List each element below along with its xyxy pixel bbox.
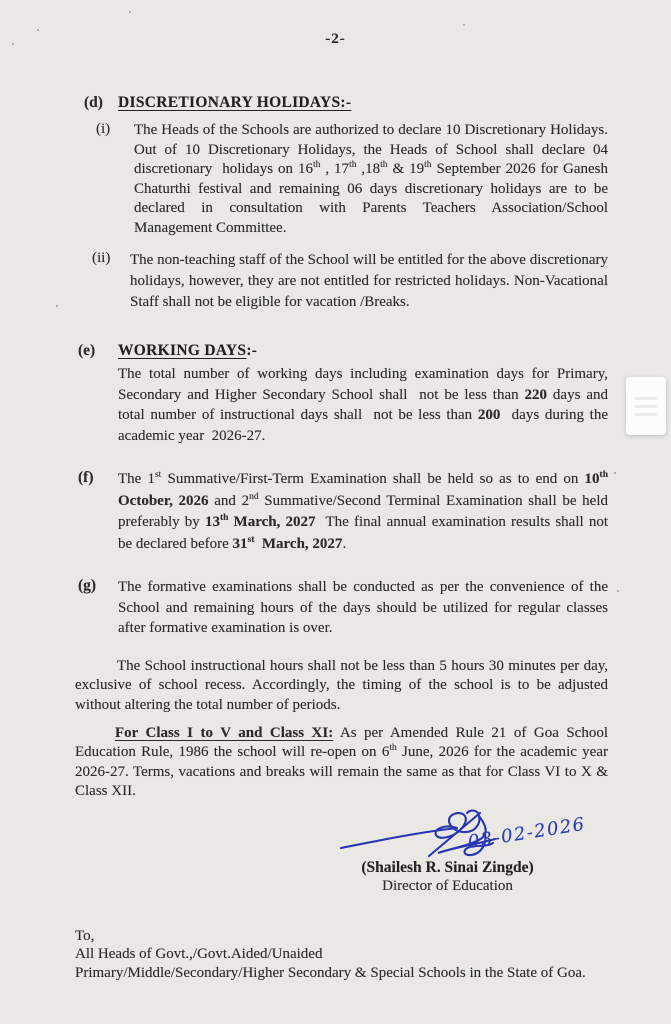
scan-speck	[463, 24, 465, 26]
text-segment: days during the academic year 2026-27.	[118, 407, 608, 444]
clause-d-ii-label: (ii)	[92, 250, 111, 266]
section-e-content	[118, 342, 608, 446]
scan-speck	[617, 590, 619, 592]
text-segment: September 2026 for Ganesh Chaturthi festival and remaining 06 days discretionary holidays are to be declared in consultation with Parents Teachers Association/School Management Committee.	[134, 161, 609, 236]
instructional-hours-paragraph: The School instructional hours shall not be less than 5 hours 30 minutes per day, exclusive of school recess. Accordingly, the timing of the school is to be adjusted without altering the total number of periods.	[75, 658, 608, 713]
section-e-heading-suffix: :-	[246, 342, 258, 359]
text-segment: and 2	[208, 492, 250, 509]
menu-lines-icon	[635, 413, 657, 416]
signatory-name: (Shailesh R. Sinai Zingde)	[361, 859, 534, 876]
menu-lines-icon	[635, 397, 657, 400]
signatory-block	[335, 858, 560, 896]
addressee-line2: Primary/Middle/Secondary/Higher Secondary & Special Schools in the State of Goa.	[75, 964, 586, 981]
text-segment: ,18	[356, 161, 381, 177]
bold-date: 13	[204, 514, 220, 530]
section-e-text	[118, 364, 608, 446]
ordinal-suffix: nd	[249, 491, 259, 502]
text-segment: The Heads of the Schools are authorized to declare 10 Discretionary Holidays. Out of 10 Discretionary Holidays, the Heads of School shall declare 04 discretionary holidays on 16	[134, 122, 608, 177]
ordinal-suffix: st	[154, 470, 162, 480]
floating-widget[interactable]	[626, 377, 666, 435]
section-e-heading	[118, 342, 608, 360]
scan-speck	[614, 472, 616, 474]
section-d-label: (d)	[84, 94, 103, 111]
text-segment: days and total number of instructional days shall not be less than	[118, 386, 608, 423]
bold-date: 31	[232, 535, 248, 552]
ordinal-suffix: th	[312, 160, 321, 170]
section-f-text	[118, 469, 608, 555]
text-segment: Summative/First-Term Examination shall be held so as to end on	[161, 471, 585, 487]
clause-d-i-text	[134, 121, 608, 238]
addressee-block	[75, 927, 615, 982]
bold-number: 220	[524, 386, 548, 403]
section-f-label: (f)	[78, 469, 94, 486]
text-segment: .	[342, 535, 347, 552]
scan-speck	[56, 305, 58, 307]
clause-d-i	[96, 121, 608, 238]
ordinal-suffix: th	[599, 470, 608, 480]
text-segment: The total number of working days including examination days for Primary, Secondary and Higher Secondary School shall not be less than	[118, 366, 608, 403]
ordinal-suffix: th	[349, 160, 357, 170]
text-segment: June, 2026 for the academic year 2026-27. Terms, vacations and breaks will remain the same as that for Class VI to X & Class XII.	[75, 744, 608, 799]
signature-date: 03-02-2026	[466, 813, 588, 853]
ordinal-suffix: th	[424, 160, 432, 170]
handwritten-signature	[333, 802, 618, 864]
text-segment: , 17	[320, 161, 350, 177]
section-d-heading: DISCRETIONARY HOLIDAYS:-	[118, 94, 352, 111]
ordinal-suffix: st	[247, 534, 255, 545]
bold-date: March, 2027	[254, 535, 343, 552]
section-e-label: (e)	[78, 342, 96, 359]
class-reopening-paragraph	[75, 724, 608, 801]
scan-speck	[129, 11, 131, 13]
page-number: -2-	[325, 31, 346, 47]
clause-d-ii	[92, 250, 608, 313]
text-segment: As per Amended Rule 21 of Goa School Education Rule, 1986 the school will re-open on 6	[75, 725, 609, 761]
bold-number: 200	[477, 407, 501, 423]
bold-date: 10	[584, 471, 600, 487]
text-segment: & 19	[387, 161, 425, 177]
section-g-label: (g)	[78, 577, 97, 594]
addressee-to: To,	[75, 928, 95, 944]
scan-speck	[37, 29, 39, 31]
clause-d-i-label: (i)	[96, 121, 111, 137]
section-e-heading-underlined: WORKING DAYS	[118, 342, 247, 359]
section-g	[78, 577, 608, 639]
scan-speck	[12, 43, 14, 45]
ordinal-suffix: th	[219, 513, 229, 523]
text-segment: The final annual examination results shall not be declared before	[118, 514, 608, 552]
menu-lines-icon	[635, 405, 657, 408]
text-segment: Summative/Second Terminal Examination shall be held preferably by	[118, 492, 608, 530]
text-segment: The 1	[118, 471, 155, 487]
class-paragraph-lead: For Class I to V and Class XI:	[115, 725, 334, 741]
addressee-line1: All Heads of Govt.,/Govt.Aided/Unaided	[75, 946, 323, 963]
clause-d-ii-text: The non-teaching staff of the School will be entitled for the above discretionary holidays, however, they are not entitled for restricted holidays. Non-Vacational Staff shall not be eligible for vacation /Breaks.	[130, 252, 608, 310]
section-d-heading-row	[84, 94, 351, 112]
signatory-title: Director of Education	[382, 878, 513, 894]
section-f	[78, 469, 608, 555]
ordinal-suffix: th	[380, 160, 388, 170]
section-e	[78, 342, 608, 446]
bold-date: October, 2026	[118, 492, 209, 509]
section-g-text: The formative examinations shall be conducted as per the convenience of the School and remaining hours of the days should be utilized for regular classes after formative examination is over.	[118, 579, 608, 636]
ordinal-suffix: th	[389, 743, 397, 754]
bold-date: March, 2027	[228, 514, 316, 530]
